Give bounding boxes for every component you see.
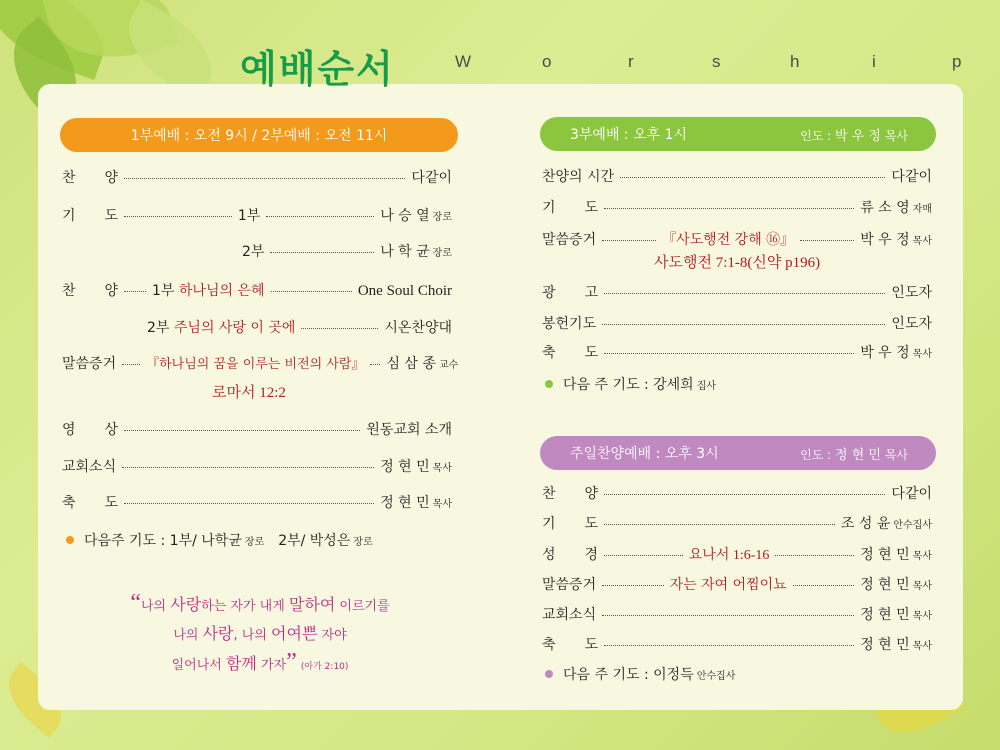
- order-value: 박 우 정: [860, 345, 910, 361]
- quote-line: 일어나서 함께 가자” (아가 2:10): [171, 649, 349, 675]
- order-label: 축 도: [542, 345, 598, 361]
- dot-leader: [604, 494, 885, 495]
- order-value: 정 현 민: [860, 577, 910, 593]
- order-row: 성 경 요나서 1:6-16 정 현 민 목사: [542, 544, 932, 564]
- order-row: 말씀증거 『사도행전 강해 ⑯』 박 우 정 목사: [542, 229, 932, 249]
- order-value: 조 성 윤: [840, 516, 891, 532]
- order-label: 영 상: [62, 422, 118, 438]
- next-week-prayer: 다음주 기도 : 1부/ 나학균 장로 2부/ 박성은 장로: [66, 530, 373, 550]
- order-value: 나 학 균: [380, 244, 430, 260]
- dot-leader: [602, 615, 854, 616]
- order-value: 시온찬양대: [384, 320, 452, 336]
- order-value: 박 우 정: [860, 232, 910, 248]
- leader-info: 인도 : 정 현 민 목사: [800, 447, 908, 463]
- dot-leader: [602, 585, 664, 586]
- english-title-letter: p: [952, 52, 962, 71]
- page-title: 예배순서: [240, 47, 395, 91]
- dot-leader: [620, 177, 885, 178]
- order-row: 말씀증거 『하나님의 꿈을 이루는 비전의 사람』 심 삼 종 교수: [62, 353, 452, 373]
- order-row: 교회소식 정 현 민 목사: [62, 456, 452, 476]
- order-row: 찬 양 1부 하나님의 은혜 One Soul Choir: [62, 280, 452, 300]
- order-row: 2부 주님의 사랑 이 곳에 시온찬양대: [147, 317, 452, 337]
- dot-leader: [266, 216, 374, 217]
- order-row: [542, 313, 932, 333]
- order-row: 축 도 정 현 민 목사: [542, 634, 932, 654]
- scripture-ref: 요나서 1:6-16: [688, 548, 770, 563]
- dot-leader: [124, 291, 146, 292]
- order-row: 기 도 1부 나 승 열 장로: [62, 205, 452, 225]
- dot-leader: [604, 645, 854, 646]
- dot-leader: [604, 208, 854, 209]
- dot-leader: [124, 178, 405, 179]
- order-value: 다같이: [891, 486, 932, 502]
- order-row: 기 도 조 성 윤 안수집사: [542, 513, 932, 533]
- order-label: 말씀증거: [62, 356, 117, 372]
- order-label: 축 도: [542, 637, 598, 653]
- order-row: 축 도 박 우 정 목사: [542, 342, 932, 362]
- order-label: 찬 양: [542, 486, 598, 502]
- next-week-prayer: 다음 주 기도 : 강세희 집사: [545, 374, 716, 394]
- order-row: 2부 나 학 균 장로: [242, 241, 452, 261]
- order-label: 말씀증거: [542, 577, 597, 593]
- order-row: 기 도 류 소 영 자매: [542, 197, 932, 217]
- dot-leader: [800, 240, 854, 241]
- order-label: 찬 양: [62, 170, 118, 186]
- dot-leader: [604, 524, 835, 525]
- order-label: 기 도: [542, 516, 598, 532]
- dot-leader: [793, 585, 855, 586]
- order-label: 성 경: [542, 547, 598, 563]
- english-title-letter: W: [455, 52, 472, 71]
- dot-leader: [604, 293, 885, 294]
- dot-leader: [602, 240, 656, 241]
- order-label: 찬양의 시간: [542, 169, 615, 185]
- service-header-evening: 주일찬양예배 : 오후 3시 인도 : 정 현 민 목사: [540, 436, 936, 470]
- leader-info: 인도 : 박 우 정 목사: [800, 128, 908, 144]
- bullet-icon: [545, 670, 553, 678]
- order-value: 정 현 민: [380, 459, 430, 475]
- order-value: 정 현 민: [380, 495, 430, 511]
- bullet-icon: [545, 380, 553, 388]
- order-value: One Soul Choir: [357, 283, 452, 299]
- order-value: 원동교회 소개: [366, 422, 452, 438]
- order-label: 축 도: [62, 495, 118, 511]
- order-value: 심 삼 종: [386, 356, 436, 372]
- order-row: [542, 483, 932, 503]
- dot-leader: [604, 353, 854, 354]
- dot-leader: [602, 324, 885, 325]
- order-value: 인도자: [891, 316, 932, 332]
- service-header-afternoon: 3부예배 : 오후 1시 인도 : 박 우 정 목사: [540, 117, 936, 151]
- dot-leader: [124, 430, 360, 431]
- order-value: 류 소 영: [860, 200, 910, 216]
- english-title-letter: r: [628, 52, 634, 71]
- order-label: 광 고: [542, 285, 598, 301]
- dot-leader: [604, 555, 683, 556]
- order-value: 다같이: [891, 169, 932, 185]
- order-label: 기 도: [62, 208, 118, 224]
- order-value: 정 현 민: [860, 607, 910, 623]
- order-value: 나 승 열: [380, 208, 430, 224]
- dot-leader: [122, 364, 140, 365]
- english-title-letter: i: [872, 52, 876, 71]
- order-value: 정 현 민: [860, 547, 910, 563]
- english-title-letter: s: [712, 52, 721, 71]
- scripture-ref: 사도행전 7:1-8(신약 p196): [654, 255, 821, 271]
- scripture-ref: 로마서 12:2: [212, 385, 286, 401]
- quote-line: “나의 사랑하는 자가 내게 말하여 이르기를: [130, 590, 390, 616]
- order-row: 축 도 정 현 민 목사: [62, 492, 452, 512]
- service-header-morning: 1부예배 : 오전 9시 / 2부예배 : 오전 11시: [60, 118, 458, 152]
- bullet-icon: [66, 536, 74, 544]
- dot-leader: [124, 503, 374, 504]
- order-label: 찬 양: [62, 283, 118, 299]
- dot-leader: [271, 291, 352, 292]
- song-title: 주님의 사랑 이 곳에: [173, 320, 296, 336]
- order-label: 말씀증거: [542, 232, 597, 248]
- order-row: [542, 282, 932, 302]
- song-title: 하나님의 은혜: [178, 283, 265, 299]
- dot-leader: [124, 216, 232, 217]
- dot-leader: [270, 252, 374, 253]
- order-label: 교회소식: [62, 459, 117, 475]
- order-label: 교회소식: [542, 607, 597, 623]
- order-row: 말씀증거 자는 자여 어찜이뇨 정 현 민 목사: [542, 574, 932, 594]
- order-label: 봉헌기도: [542, 316, 597, 332]
- dot-leader: [775, 555, 854, 556]
- order-row: 교회소식 정 현 민 목사: [542, 604, 932, 624]
- sermon-title: 『하나님의 꿈을 이루는 비전의 사람』: [146, 357, 365, 372]
- next-week-prayer: 다음 주 기도 : 이정득 안수집사: [545, 664, 735, 684]
- order-row: [542, 166, 932, 186]
- english-title-letter: h: [790, 52, 800, 71]
- dot-leader: [122, 467, 374, 468]
- order-value: 다같이: [411, 170, 452, 186]
- order-row: [62, 419, 452, 439]
- quote-line: 나의 사랑, 나의 어여쁜 자야: [173, 624, 347, 643]
- bible-quote: [110, 590, 410, 681]
- order-label: 기 도: [542, 200, 598, 216]
- order-row: [62, 167, 452, 187]
- english-title-letter: o: [542, 52, 552, 71]
- sermon-title: 자는 자여 어찜이뇨: [669, 577, 787, 593]
- dot-leader: [370, 364, 380, 365]
- dot-leader: [301, 328, 378, 329]
- order-value: 인도자: [891, 285, 932, 301]
- sermon-title: 『사도행전 강해 ⑯』: [662, 232, 795, 248]
- order-value: 정 현 민: [860, 637, 910, 653]
